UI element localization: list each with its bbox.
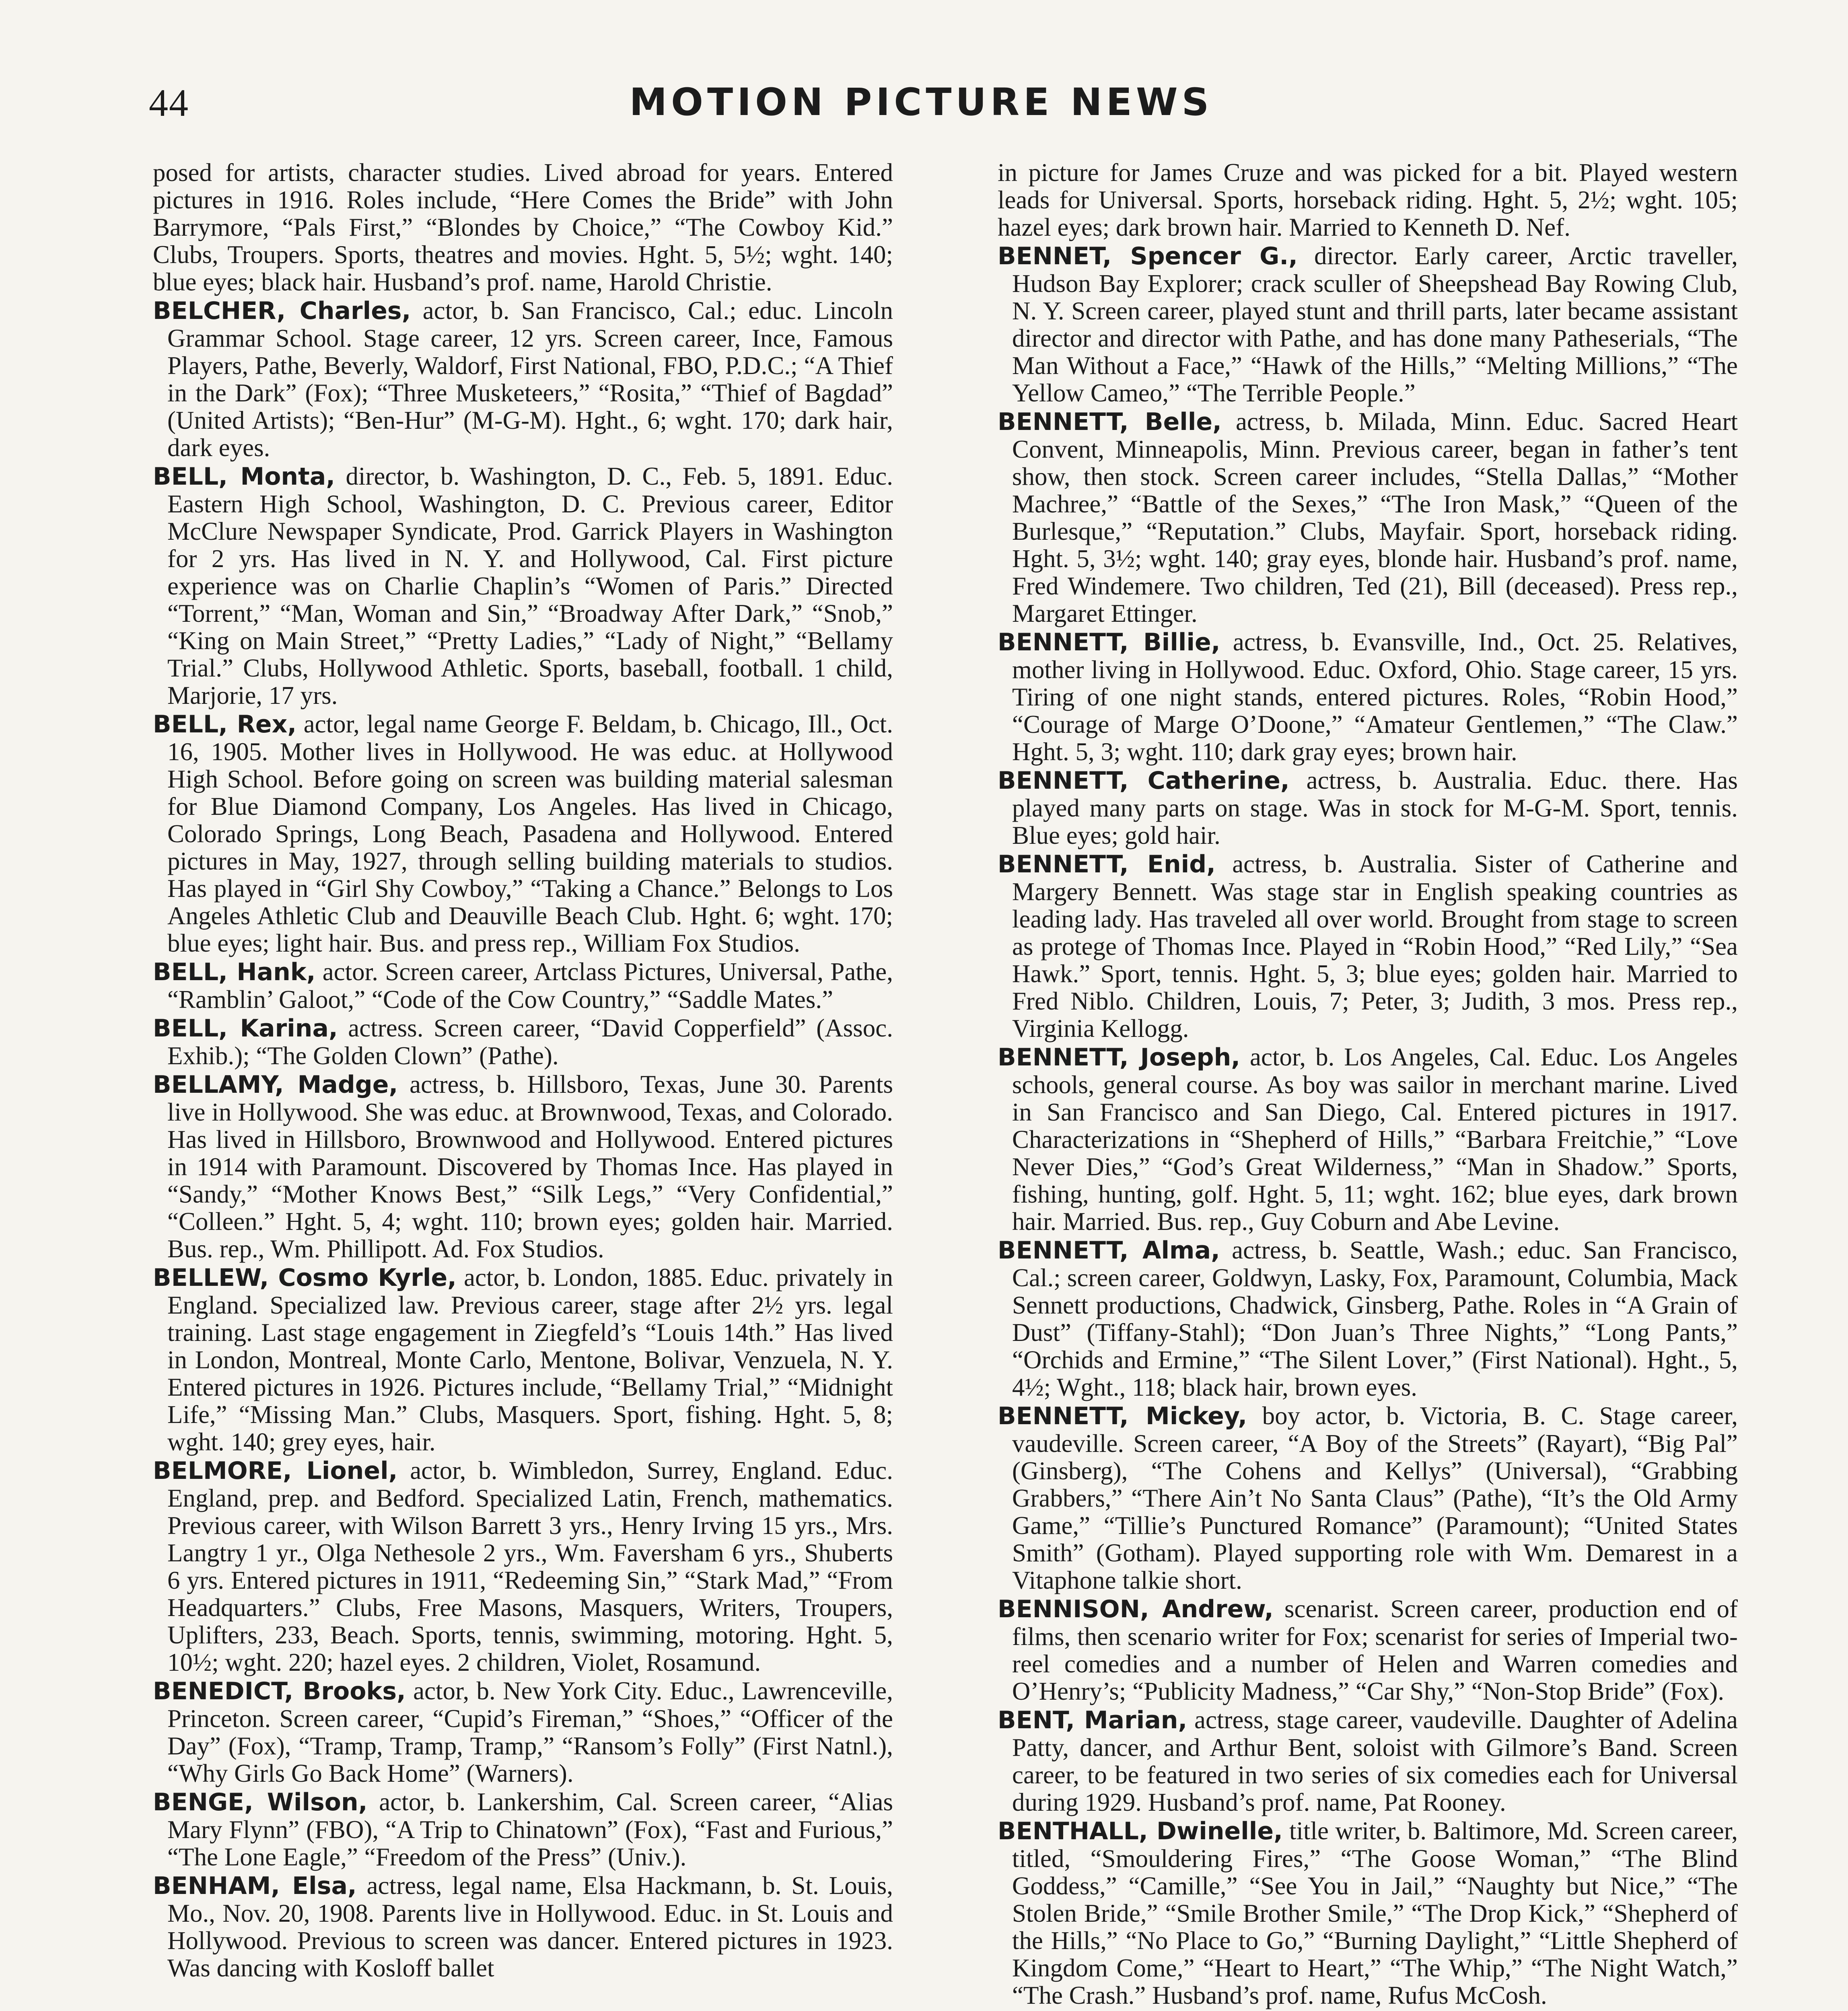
entry-text: actress, stage career, vaudeville. Daughter of Adelina Patty, dancer, and Arthur Bent, soloist with Gilmore’s Band. Screen career, to be featured in two series of six comedies each for Universal during 1929. Husband’s prof. name, Pat Rooney. [1012, 1706, 1738, 1816]
running-title: MOTION PICTURE NEWS [629, 80, 1213, 124]
entry-text: actress, b. Australia. Educ. there. Has played many parts on stage. Was in stock for M-G-M. Sport, tennis. Blue eyes; gold hair. [1012, 766, 1738, 849]
entry-name: BENTHALL, Dwinelle, [998, 1817, 1283, 1845]
directory-entry [998, 628, 1738, 765]
entry-name: BELL, Karina, [153, 1014, 338, 1043]
entry-name: BENNETT, Mickey, [998, 1402, 1247, 1430]
entry-text: title writer, b. Baltimore, Md. Screen career, titled, “Smouldering Fires,” “The Goose Woman,” “The Blind Goddess,” “Camille,” “See You in Jail,” “Naughty but Nice,” “The Stolen Bride,” “Smile Brother Smile,” “The Drop Kick,” “Shepherd of the Hills,” “No Place to Go,” “Burning Daylight,” “Little Shepherd of Kingdom Come,” “Heart to Heart,” “The Whip,” “The Night Watch,” “The Crash.” Husband’s prof. name, Rufus McCosh. [1012, 1817, 1738, 2009]
entry-text: scenarist. Screen career, production end of films, then scenario writer for Fox; scenarist for series of Imperial two-reel comedies and a number of Helen and Warren comedies and O’Henry’s; “Publicity Madness,” “Car Shy,” “Non-Stop Bride” (Fox). [1012, 1595, 1738, 1705]
directory-entry [998, 767, 1738, 849]
entry-text: actor, b. New York City. Educ., Lawrenceville, Princeton. Screen career, “Cupid’s Fireman,” “Shoes,” “Officer of the Day” (Fox), “Tramp, Tramp, Tramp,” “Ransom’s Folly” (First Natnl.), “Why Girls Go Back Home” (Warners). [167, 1677, 893, 1787]
entry-name: BENEDICT, Brooks, [153, 1677, 406, 1705]
page-number: 44 [149, 81, 189, 124]
entry-name: BENT, Marian, [998, 1706, 1187, 1734]
entry-text: posed for artists, character studies. Lived abroad for years. Entered pictures in 1916. Roles include, “Here Comes the Bride” with John Barrymore, “Pals First,” “Blondes by Choice,” “The Cowboy Kid.” Clubs, Troupers. Sports, theatres and movies. Hght. 5, 5½; wght. 140; blue eyes; black hair. Husband’s prof. name, Harold Christie. [153, 158, 893, 296]
entry-text: actress, b. Milada, Minn. Educ. Sacred Heart Convent, Minneapolis, Minn. Previous career, began in father’s tent show, then stock. Screen career includes, “Stella Dallas,” “Mother Machree,” “Battle of the Sexes,” “The Iron Mask,” “Queen of the Burlesque,” “Reputation.” Clubs, Mayfair. Sport, horseback riding. Hght. 5, 3½; wght. 140; gray eyes, blonde hair. Husband’s prof. name, Fred Windemere. Two children, Ted (21), Bill (deceased). Press rep., Margaret Ettinger. [1012, 407, 1738, 627]
entry-name: BENNETT, Alma, [998, 1236, 1220, 1265]
entry-text: actor, b. Wimbledon, Surrey, England. Educ. England, prep. and Bedford. Specialized Latin, French, mathematics. Previous career, with Wilson Barrett 3 yrs., Henry Irving 15 yrs., Mrs. Langtry 1 yr., Olga Nethesole 2 yrs., Wm. Faversham 6 yrs., Shuberts 6 yrs. Entered pictures in 1911, “Redeeming Sin,” “Stark Mad,” “From Headquarters.” Clubs, Free Masons, Masquers, Writers, Troupers, Uplifters, 233, Beach. Sports, tennis, swimming, motoring. Hght. 5, 10½; wght. 220; hazel eyes. 2 children, Violet, Rosamund. [167, 1456, 893, 1676]
entry-text: actress, legal name, Elsa Hackmann, b. St. Louis, Mo., Nov. 20, 1908. Parents live in Hollywood. Educ. in St. Louis and Hollywood. Previous to screen was dancer. Entered pictures in 1923. Was dancing with Kosloff ballet [167, 1871, 893, 1982]
entry-text: actress, b. Australia. Sister of Catherine and Margery Bennett. Was stage star in English speaking countries as leading lady. Has traveled all over world. Brought from stage to screen as protege of Thomas Ince. Played in “Robin Hood,” “Red Lily,” “Sea Hawk.” Sport, tennis. Hght. 5, 3; blue eyes; golden hair. Married to Fred Niblo. Children, Louis, 7; Peter, 3; Judith, 3 mos. Press rep., Virginia Kellogg. [1012, 850, 1738, 1043]
entry-text: boy actor, b. Victoria, B. C. Stage career, vaudeville. Screen career, “A Boy of the Streets” (Rayart), “Big Pal” (Ginsberg), “The Cohens and Kellys” (Universal), “Grabbing Grabbers,” “There Ain’t No Santa Claus” (Pathe), “It’s the Old Army Game,” “Tillie’s Punctured Romance” (Paramount); “United States Smith” (Gotham). Played supporting role with Wm. Demarest in a Vitaphone talkie short. [1012, 1402, 1738, 1594]
directory-entry [998, 1043, 1738, 1235]
directory-entry [153, 958, 893, 1013]
entry-text: actor, b. London, 1885. Educ. privately in England. Specialized law. Previous career, stage after 2½ yrs. legal training. Last stage engagement in Ziegfeld’s “Louis 14th.” Has lived in London, Montreal, Monte Carlo, Mentone, Bolivar, Venzuela, N. Y. Entered pictures in 1926. Pictures include, “Bellamy Trial,” “Midnight Life,” “Missing Man.” Clubs, Masquers. Sport, fishing. Hght. 5, 8; wght. 140; grey eyes, hair. [167, 1263, 893, 1456]
directory-entry [153, 710, 893, 957]
directory-entry [153, 1457, 893, 1676]
entry-continuation [153, 159, 893, 296]
entry-name: BENNETT, Catherine, [998, 767, 1290, 795]
entry-text: actor, b. San Francisco, Cal.; educ. Lincoln Grammar School. Stage career, 12 yrs. Screen career, Ince, Famous Players, Pathe, Beverly, Waldorf, First National, FBO, P.D.C.; “A Thief in the Dark” (Fox); “Three Musketeers,” “Rosita,” “Thief of Bagdad” (United Artists); “Ben-Hur” (M-G-M). Hght., 6; wght. 170; dark hair, dark eyes. [167, 296, 893, 462]
entry-text: actor, b. Lankershim, Cal. Screen career, “Alias Mary Flynn” (FBO), “A Trip to Chinatown” (Fox), “Fast and Furious,” “The Lone Eagle,” “Freedom of the Press” (Univ.). [167, 1788, 893, 1871]
entry-text: actress, b. Evansville, Ind., Oct. 25. Relatives, mother living in Hollywood. Educ. Oxford, Ohio. Stage career, 15 yrs. Tiring of one night stands, entered pictures. Roles, “Robin Hood,” “Courage of Marge O’Doone,” “Amateur Gentlemen,” “The Claw.” Hght. 5, 3; wght. 110; dark gray eyes; brown hair. [1012, 628, 1738, 766]
left-column [153, 159, 893, 1983]
page-header [149, 80, 1694, 145]
directory-entry [998, 1817, 1738, 2009]
entry-name: BELCHER, Charles, [153, 297, 411, 325]
entry-name: BELL, Monta, [153, 463, 335, 491]
entry-name: BENNETT, Joseph, [998, 1043, 1241, 1071]
directory-entry [153, 463, 893, 709]
entry-text: actor. Screen career, Artclass Pictures, Universal, Pathe, “Ramblin’ Galoot,” “Code of the Cow Country,” “Saddle Mates.” [167, 958, 893, 1014]
entry-text: in picture for James Cruze and was picked for a bit. Played western leads for Universal. Sports, horseback riding. Hght. 5, 2½; wght. 105; hazel eyes; dark brown hair. Married to Kenneth D. Nef. [998, 158, 1738, 241]
entry-name: BENGE, Wilson, [153, 1788, 368, 1816]
entry-name: BELLEW, Cosmo Kyrle, [153, 1264, 457, 1292]
entry-text: actress, b. Seattle, Wash.; educ. San Francisco, Cal.; screen career, Goldwyn, Lasky, Fox, Paramount, Columbia, Mack Sennett productions, Chadwick, Ginsberg, Pathe. Roles in “A Grain of Dust” (Tiffany-Stahl); “Don Juan’s Three Nights,” “Long Pants,” “Orchids and Ermine,” “The Silent Lover,” (First National). Hght., 5, 4½; Wght., 118; black hair, brown eyes. [1012, 1236, 1738, 1401]
entry-name: BELL, Rex, [153, 710, 297, 738]
entry-text: actor, b. Los Angeles, Cal. Educ. Los Angeles schools, general course. As boy was sailor in merchant marine. Lived in San Francisco and San Diego, Cal. Entered pictures in 1917. Characterizations in “Shepherd of Hills,” “Barbara Freitchie,” “Love Never Dies,” “God’s Great Wilderness,” “Man in Shadow.” Sports, fishing, hunting, golf. Hght. 5, 11; wght. 162; blue eyes, dark brown hair. Married. Bus. rep., Guy Coburn and Abe Levine. [1012, 1043, 1738, 1236]
directory-entry [153, 1264, 893, 1456]
directory-entry [153, 1014, 893, 1069]
entry-text: director, b. Washington, D. C., Feb. 5, 1891. Educ. Eastern High School, Washington, D. C. Previous career, Editor McClure Newspaper Syndicate, Prod. Garrick Players in Washington for 2 yrs. Has lived in N. Y. and Hollywood, Cal. First picture experience was on Charlie Chaplin’s “Women of Paris.” Directed “Torrent,” “Man, Woman and Sin,” “Broadway After Dark,” “Snob,” “King on Main Street,” “Pretty Ladies,” “Lady of Night,” “Bellamy Trial.” Clubs, Hollywood Athletic. Sports, baseball, football. 1 child, Marjorie, 17 yrs. [167, 462, 893, 709]
entry-text: actress, b. Hillsboro, Texas, June 30. Parents live in Hollywood. She was educ. at Brownwood, Texas, and Colorado. Has lived in Hillsboro, Brownwood and Hollywood. Entered pictures in 1914 with Paramount. Discovered by Thomas Ince. Has played in “Sandy,” “Mother Knows Best,” “Silk Legs,” “Very Confidential,” “Colleen.” Hght. 5, 4; wght. 110; brown eyes; golden hair. Married. Bus. rep., Wm. Phillipott. Ad. Fox Studios. [167, 1070, 893, 1263]
entry-name: BENNISON, Andrew, [998, 1595, 1274, 1623]
directory-entry [153, 1677, 893, 1787]
directory-entry [998, 242, 1738, 407]
entry-name: BELL, Hank, [153, 958, 316, 986]
right-column [998, 159, 1738, 2010]
directory-entry [153, 1071, 893, 1263]
entry-name: BENNETT, Billie, [998, 628, 1220, 656]
entry-text: actor, legal name George F. Beldam, b. Chicago, Ill., Oct. 16, 1905. Mother lives in Hollywood. He was educ. at Hollywood High School. Before going on screen was building material salesman for Blue Diamond Company, Los Angeles. Has lived in Chicago, Colorado Springs, Long Beach, Pasadena and Hollywood. Entered pictures in May, 1927, through selling building materials to studios. Has played in “Girl Shy Cowboy,” “Taking a Chance.” Belongs to Los Angeles Athletic Club and Deauville Beach Club. Hght. 6; wght. 170; blue eyes; light hair. Bus. and press rep., William Fox Studios. [167, 710, 893, 957]
directory-entry [153, 297, 893, 461]
directory-entry [998, 1402, 1738, 1594]
directory-entry [998, 1236, 1738, 1401]
entry-name: BENNETT, Enid, [998, 850, 1216, 878]
directory-entry [998, 408, 1738, 627]
entry-text: actress. Screen career, “David Copperfield” (Assoc. Exhib.); “The Golden Clown” (Pathe). [167, 1014, 893, 1070]
entry-name: BENHAM, Elsa, [153, 1872, 357, 1900]
entry-name: BENNET, Spencer G., [998, 242, 1298, 270]
entry-name: BELMORE, Lionel, [153, 1457, 398, 1485]
directory-entry [998, 1706, 1738, 1816]
entry-text: director. Early career, Arctic traveller, Hudson Bay Explorer; crack sculler of Sheepshead Bay Rowing Club, N. Y. Screen career, played stunt and thrill parts, later became assistant director and director with Pathe, and has done many Patheserials, “The Man Without a Face,” “Hawk of the Hills,” “Melting Millions,” “The Yellow Cameo,” “The Terrible People.” [1012, 242, 1738, 407]
directory-entry [998, 850, 1738, 1042]
entry-name: BELLAMY, Madge, [153, 1071, 398, 1099]
entry-continuation [998, 159, 1738, 241]
entry-name: BENNETT, Belle, [998, 408, 1222, 436]
directory-entry [153, 1872, 893, 1982]
directory-entry [998, 1595, 1738, 1705]
directory-entry [153, 1788, 893, 1871]
